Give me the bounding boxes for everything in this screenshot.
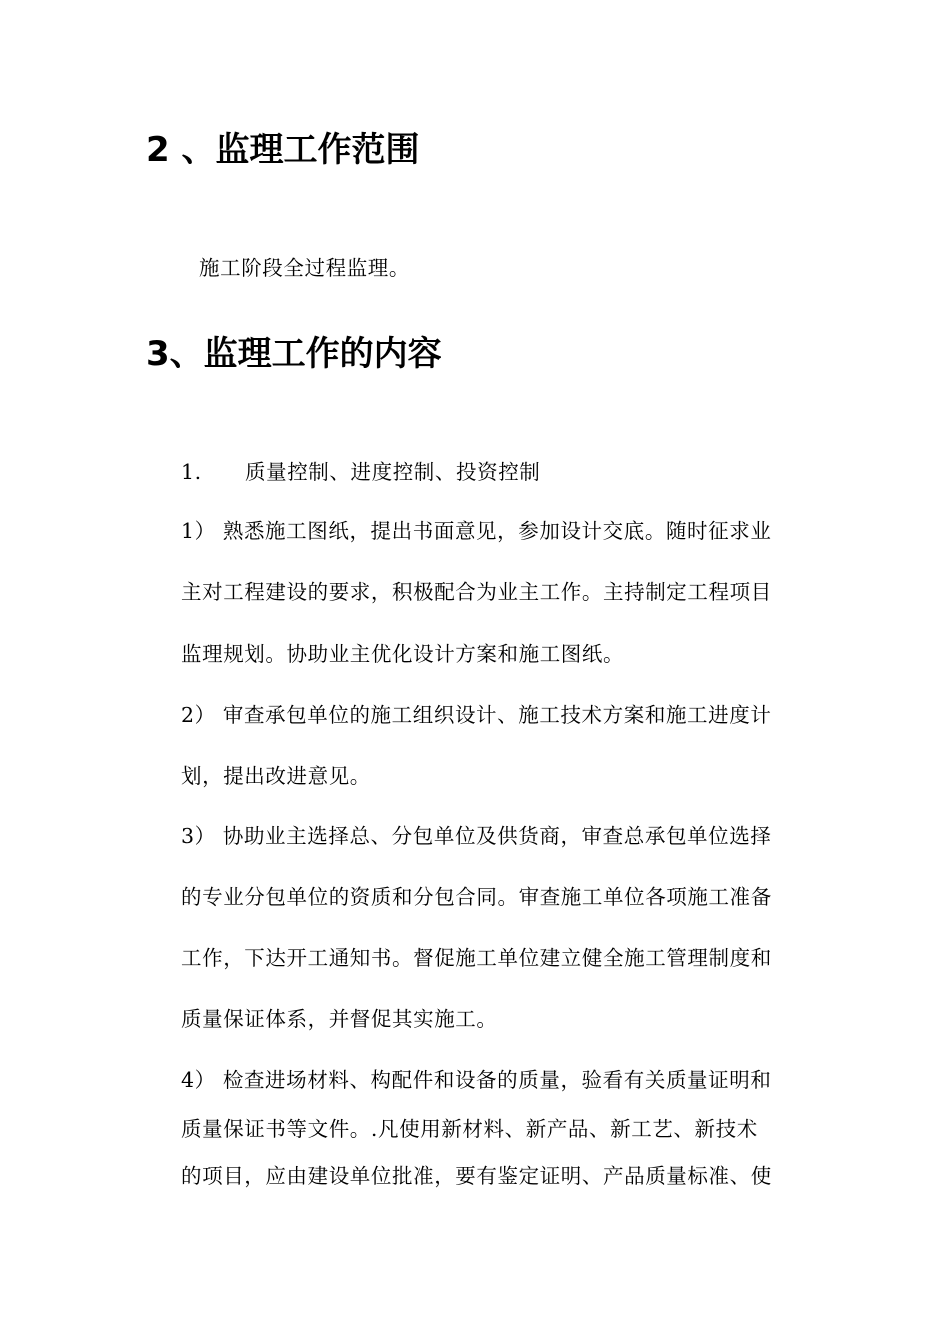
heading-scope: 2 、监理工作范围 — [146, 130, 420, 170]
body-line: 工作，下达开工通知书。督促施工单位建立健全施工管理制度和 — [181, 946, 772, 970]
body-line: 的专业分包单位的资质和分包合同。审查施工单位各项施工准备 — [181, 885, 772, 909]
list-item-text: 质量控制、进度控制、投资控制 — [245, 460, 541, 484]
body-line: 质量保证体系，并督促其实施工。 — [181, 1007, 498, 1031]
body-line: 主对工程建设的要求，积极配合为业主工作。主持制定工程项目 — [181, 580, 772, 604]
body-line: 监理规划。协助业主优化设计方案和施工图纸。 — [181, 642, 625, 666]
body-line: 质量保证书等文件。.凡使用新材料、新产品、新工艺、新技术 — [181, 1117, 758, 1141]
body-line: 2） 审查承包单位的施工组织设计、施工技术方案和施工进度计 — [181, 703, 772, 727]
list-item-number: 1. — [181, 460, 202, 484]
heading-content: 3、监理工作的内容 — [146, 334, 442, 374]
body-line: 1） 熟悉施工图纸，提出书面意见，参加设计交底。随时征求业 — [181, 519, 772, 543]
body-line: 4） 检查进场材料、构配件和设备的质量，验看有关质量证明和 — [181, 1068, 772, 1092]
scope-paragraph: 施工阶段全过程监理。 — [199, 256, 410, 280]
body-line: 3） 协助业主选择总、分包单位及供货商，审查总承包单位选择 — [181, 824, 772, 848]
body-line: 的项目，应由建设单位批准，要有鉴定证明、产品质量标准、使 — [181, 1164, 772, 1188]
list-item-1 — [181, 458, 540, 486]
body-line: 划，提出改进意见。 — [181, 764, 371, 788]
